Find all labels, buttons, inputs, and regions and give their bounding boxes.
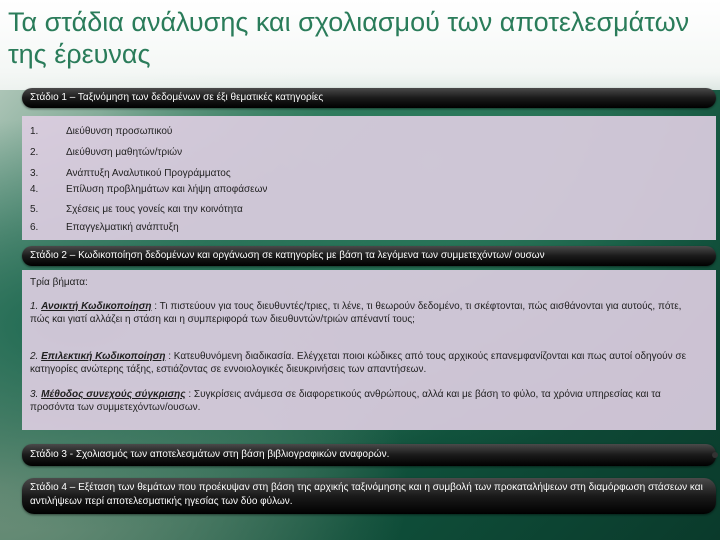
- list-item-number: 2.: [30, 147, 39, 158]
- stage2-step-3: [30, 388, 702, 414]
- stage4-bar: Στάδιο 4 – Εξέταση των θεμάτων που προέκυψαν στη βάση της αρχικής ταξινόμησης και η συμβολή των προκαταλήψεων στη διαμόρφωση στάσεων και αντιλήψεων περί αποτελεσματικής ηγεσίας των δύο φύλων.: [22, 478, 716, 514]
- stage3-bullet-dot: [712, 452, 718, 458]
- list-item-number: 3.: [30, 168, 39, 179]
- stage1-list: [22, 116, 716, 240]
- list-item-text: Ανάπτυξη Αναλυτικού Προγράμματος: [66, 168, 231, 179]
- title-band: [0, 0, 720, 90]
- list-item-text: Επίλυση προβλημάτων και λήψη αποφάσεων: [66, 184, 268, 195]
- stage2-step-1: [30, 300, 702, 326]
- step-number: 3.: [30, 389, 39, 400]
- step-title: Επιλεκτική Κωδικοποίηση: [41, 351, 166, 362]
- list-item: [30, 145, 182, 161]
- list-item-text: Σχέσεις με τους γονείς και την κοινότητα: [66, 204, 243, 215]
- page-title: Τα στάδια ανάλυσης και σχολιασμού των αποτελεσμάτων της έρευνας: [8, 7, 690, 69]
- list-item: [30, 166, 231, 182]
- step-number: 2.: [30, 351, 39, 362]
- stage2-step-2: [30, 350, 702, 376]
- list-item-number: 6.: [30, 222, 39, 233]
- list-item-number: 4.: [30, 184, 39, 195]
- list-item-text: Διεύθυνση προσωπικού: [66, 126, 173, 137]
- step-title: Μέθοδος συνεχούς σύγκρισης: [41, 389, 186, 400]
- list-item-number: 5.: [30, 204, 39, 215]
- step-title: Ανοικτή Κωδικοποίηση: [41, 301, 152, 312]
- list-item: [30, 220, 179, 236]
- list-item: [30, 202, 243, 218]
- step-text: : Τι πιστεύουν για τους διευθυντές/τριες, τι λένε, τι θεωρούν δεδομένο, τι σκέφτονται, πώς αισθάνονται για αυτούς, πότε, πώς και γιατί αλλάζει η στάση και η συμπεριφορά των διευθυντών/τριών απέναντί τους;: [30, 301, 682, 325]
- list-item: [30, 124, 172, 140]
- stage2-panel: [22, 270, 716, 430]
- step-text: : Κατευθυνόμενη διαδικασία. Ελέγχεται ποιοι κώδικες από τους αρχικούς επανεμφανίζονται και πως αυτοί οδηγούν σε κατηγορίες ανώτερης τάξης, εστιάζοντας σε εννοιολογικές διευκρινήσεις των απαντήσεων.: [30, 351, 687, 375]
- step-text: : Συγκρίσεις ανάμεσα σε διαφορετικούς ανθρώπους, αλλά και με βάση το φύλο, τα χρόνια υπηρεσίας και τα προσόντα των συμμετεχόντων/ουσων.: [30, 389, 661, 413]
- list-item-number: 1.: [30, 126, 39, 137]
- stage2-intro: Τρία βήματα:: [30, 277, 88, 288]
- step-number: 1.: [30, 301, 39, 312]
- list-item: [30, 182, 267, 198]
- list-item-text: Επαγγελματική ανάπτυξη: [66, 222, 179, 233]
- stage1-bar: Στάδιο 1 – Ταξινόμηση των δεδομένων σε έξι θεματικές κατηγορίες: [22, 88, 716, 108]
- stage2-bar: Στάδιο 2 – Κωδικοποίηση δεδομένων και οργάνωση σε κατηγορίες με βάση τα λεγόμενα των συμμετεχόντων/ ουσων: [22, 246, 716, 266]
- stage3-bar: Στάδιο 3 - Σχολιασμός των αποτελεσμάτων στη βάση βιβλιογραφικών αναφορών.: [22, 444, 716, 466]
- list-item-text: Διεύθυνση μαθητών/τριών: [66, 147, 183, 158]
